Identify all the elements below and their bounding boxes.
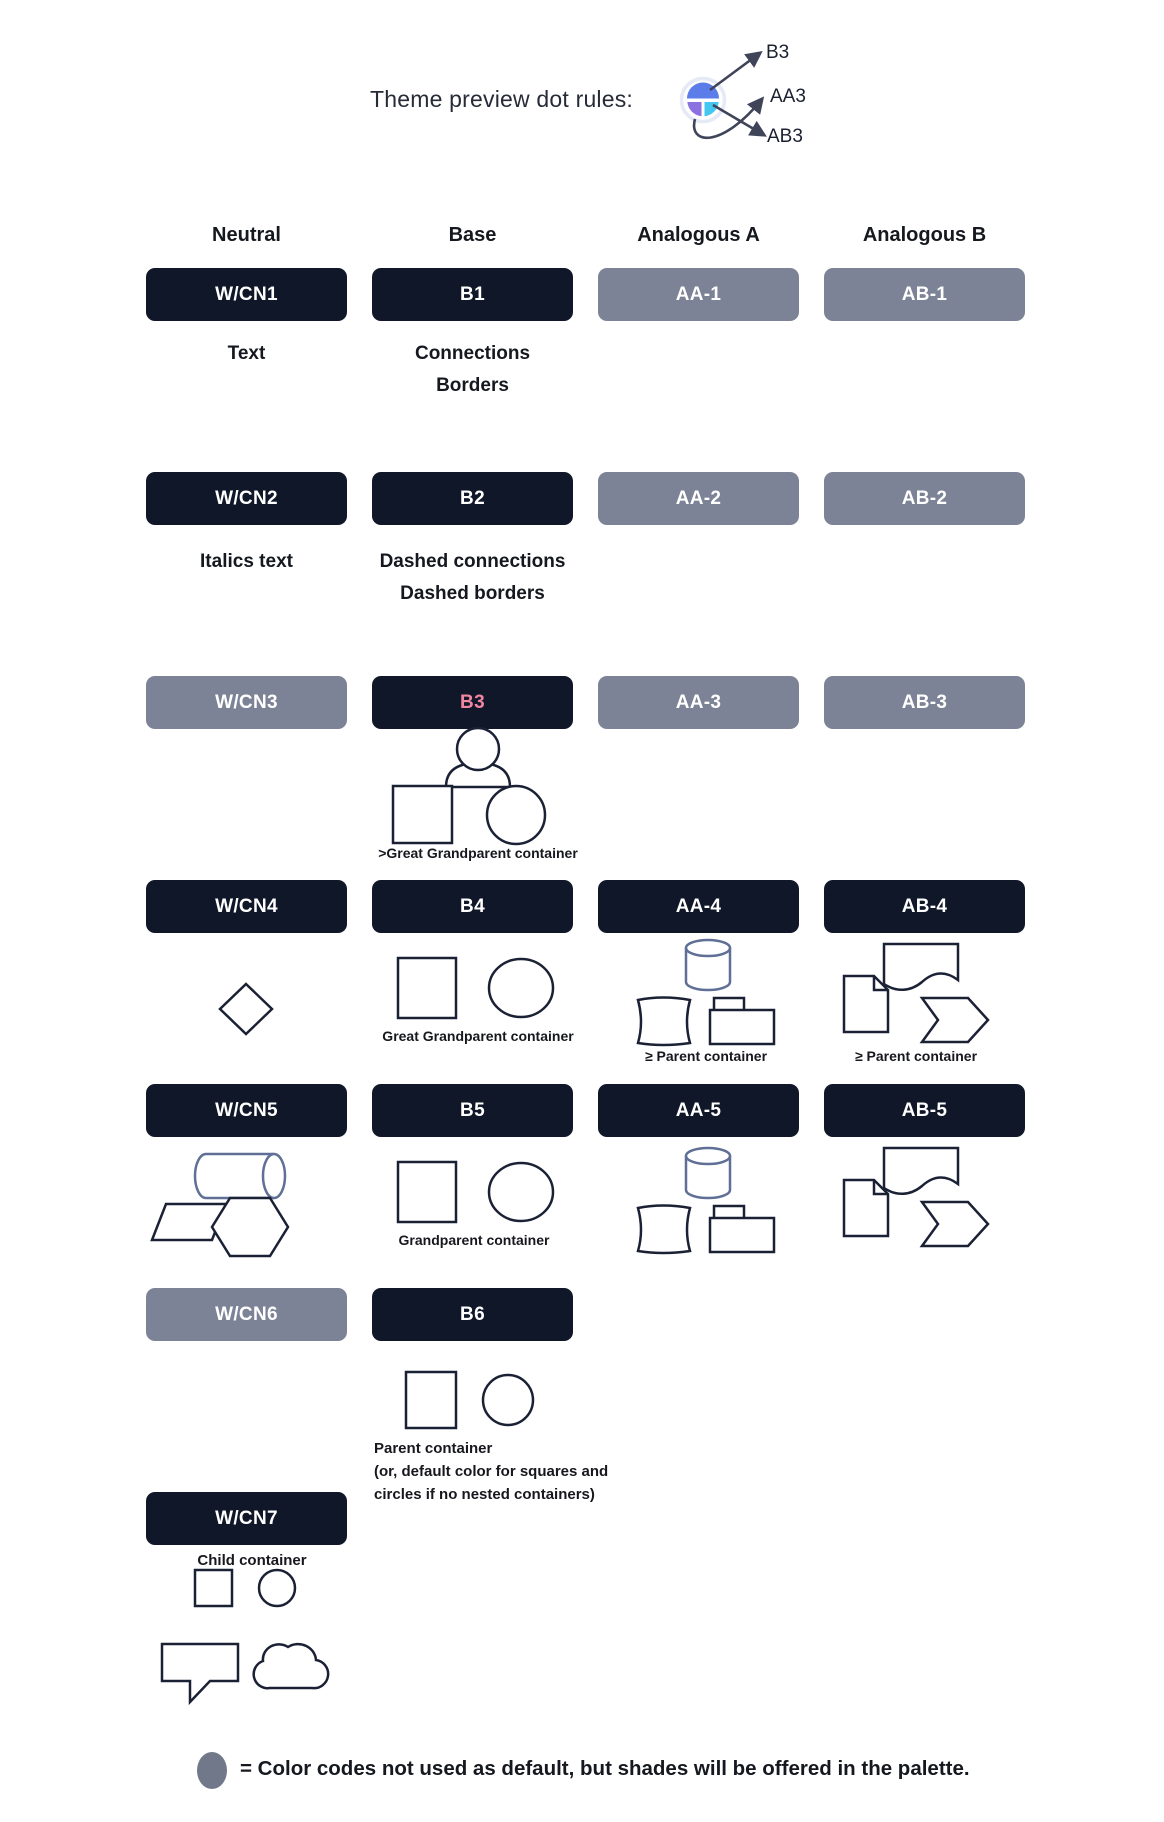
- square-shape: [393, 786, 452, 843]
- chevron-shape: [922, 1202, 988, 1246]
- swatch-aa2: AA-2: [598, 472, 799, 525]
- circle-shape: [259, 1570, 295, 1606]
- swatch-wcn2: W/CN2: [146, 472, 347, 525]
- label-dashed-borders: Dashed borders: [400, 583, 545, 604]
- curved-rectangle-shape: [638, 998, 690, 1046]
- horizontal-cylinder-end: [263, 1154, 285, 1198]
- swatch-wcn7: W/CN7: [146, 1492, 347, 1545]
- document-shape: [844, 976, 888, 1032]
- curved-rectangle-shape: [638, 1206, 690, 1254]
- column-header-analogous-b: Analogous B: [862, 224, 987, 246]
- tape-shape: [884, 944, 958, 990]
- cloud-shape: [250, 1634, 334, 1694]
- swatch-ab5: AB-5: [824, 1084, 1025, 1137]
- label-connections: Connections: [414, 343, 531, 364]
- dot-label-ab3: AB3: [767, 126, 803, 147]
- label-borders: Borders: [436, 375, 509, 396]
- square-circle-pair: [400, 1368, 540, 1432]
- analogous-b-shape-group: [840, 1146, 996, 1250]
- document-shape: [844, 1180, 888, 1236]
- chevron-shape: [922, 998, 988, 1042]
- hexagon-shape: [212, 1198, 288, 1256]
- swatch-ab3: AB-3: [824, 676, 1025, 729]
- caption-child-container: Child container: [197, 1552, 307, 1569]
- circle-shape: [483, 1375, 533, 1425]
- square-circle-pair: [390, 1154, 560, 1226]
- analogous-a-shape-group: [630, 1148, 780, 1254]
- caption-b5: Grandparent container: [398, 1232, 550, 1248]
- circle-shape: [487, 786, 545, 844]
- swatch-aa5: AA-5: [598, 1084, 799, 1137]
- circle-shape: [489, 959, 553, 1017]
- swatch-wcn6: W/CN6: [146, 1288, 347, 1341]
- swatch-wcn4: W/CN4: [146, 880, 347, 933]
- caption-ab4: ≥ Parent container: [854, 1048, 978, 1064]
- swatch-ab1: AB-1: [824, 268, 1025, 321]
- swatch-b4: B4: [372, 880, 573, 933]
- caption-b3: >Great Grandparent container: [378, 845, 578, 861]
- folder-shape: [710, 1010, 774, 1044]
- diamond-shape: [218, 982, 274, 1036]
- analogous-b-shape-group: [840, 942, 996, 1046]
- caption-aa4: ≥ Parent container: [644, 1048, 768, 1064]
- swatch-b1: B1: [372, 268, 573, 321]
- swatch-b2: B2: [372, 472, 573, 525]
- square-circle-pair-small: [188, 1564, 300, 1612]
- swatch-wcn5: W/CN5: [146, 1084, 347, 1137]
- caption-b6-line2: (or, default color for squares and: [374, 1463, 609, 1480]
- caption-b6-line1: Parent container: [374, 1440, 493, 1457]
- legend-text: = Color codes not used as default, but shades will be offered in the palette.: [240, 1757, 970, 1780]
- swatch-b3: B3: [372, 676, 573, 729]
- cylinder-top: [686, 1148, 730, 1164]
- square-shape: [406, 1372, 456, 1428]
- dot-label-b3: B3: [766, 42, 790, 63]
- swatch-b5: B5: [372, 1084, 573, 1137]
- swatch-aa4: AA-4: [598, 880, 799, 933]
- caption-b4: Great Grandparent container: [382, 1028, 574, 1044]
- dot-label-aa3: AA3: [770, 86, 806, 107]
- swatch-aa1: AA-1: [598, 268, 799, 321]
- column-header-analogous-a: Analogous A: [637, 224, 760, 246]
- tape-shape: [884, 1148, 958, 1194]
- square-shape: [195, 1570, 232, 1606]
- label-text: Text: [227, 343, 266, 364]
- swatch-b6: B6: [372, 1288, 573, 1341]
- analogous-a-shape-group: [630, 940, 780, 1046]
- swatch-wcn1: W/CN1: [146, 268, 347, 321]
- column-header-neutral: Neutral: [212, 224, 281, 246]
- swatch-aa3: AA-3: [598, 676, 799, 729]
- neutral-shape-group: [150, 1150, 300, 1260]
- speech-bubble-shape: [160, 1642, 242, 1706]
- page-title: Theme preview dot rules:: [370, 86, 634, 112]
- cylinder-top: [686, 940, 730, 956]
- person-head: [457, 728, 499, 770]
- square-shape: [398, 958, 456, 1018]
- square-shape: [398, 1162, 456, 1222]
- legend-dot-icon: [197, 1752, 227, 1789]
- label-dashed-connections: Dashed connections: [379, 551, 566, 572]
- folder-shape: [710, 1218, 774, 1252]
- circle-shape: [489, 1163, 553, 1221]
- square-circle-pair: [390, 950, 560, 1022]
- column-header-base: Base: [448, 224, 497, 246]
- swatch-ab4: AB-4: [824, 880, 1025, 933]
- label-italics-text: Italics text: [200, 551, 293, 572]
- caption-b6-line3: circles if no nested containers): [374, 1486, 595, 1503]
- person-with-shapes-icon: [380, 726, 560, 848]
- swatch-ab2: AB-2: [824, 472, 1025, 525]
- swatch-wcn3: W/CN3: [146, 676, 347, 729]
